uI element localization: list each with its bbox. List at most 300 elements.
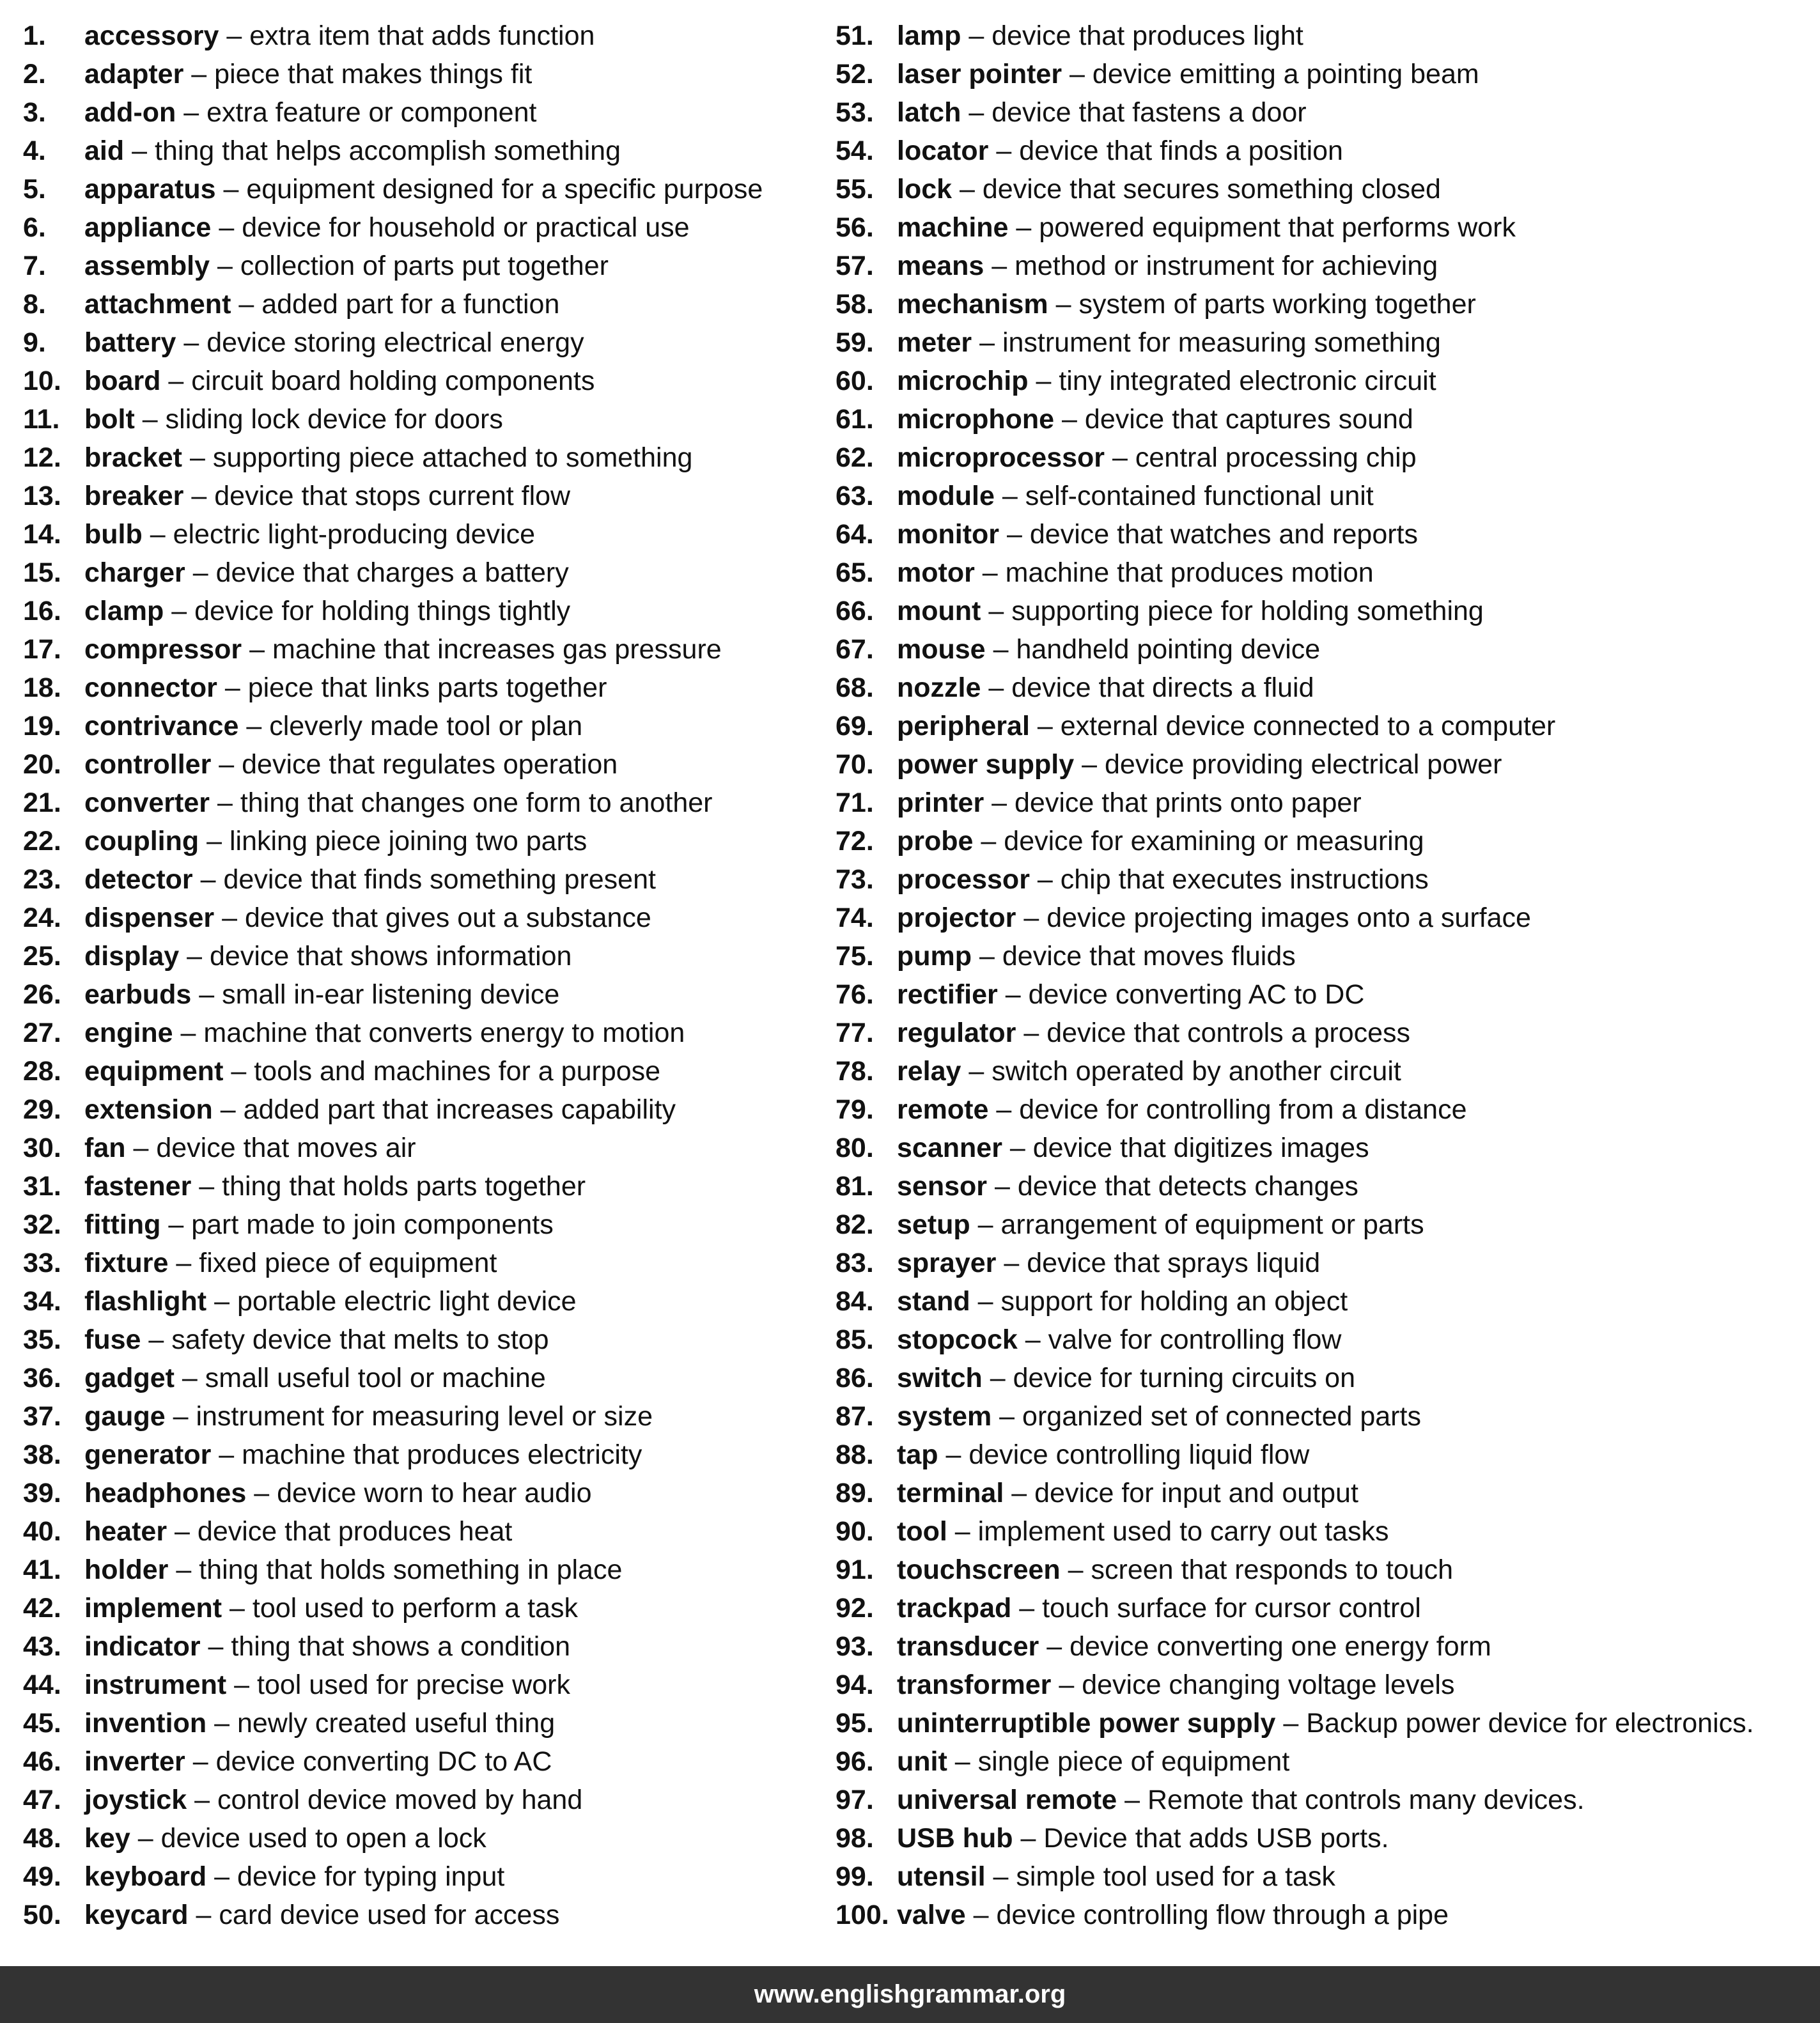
item-definition: card device used for access [219,1900,560,1930]
item-term: touchscreen [897,1554,1061,1585]
item-separator: – [214,1286,229,1317]
footer-bar [0,1966,1820,2023]
list-item [836,1896,1807,1934]
list-item [23,285,790,323]
item-number: 13. [23,481,61,511]
item-number: 81. [836,1171,874,1202]
item-number: 83. [836,1248,874,1278]
item-number: 27. [23,1018,61,1048]
item-number: 51. [836,20,874,51]
item-separator: – [150,519,166,550]
item-separator: – [1023,903,1039,933]
item-term: power supply [897,749,1075,780]
item-number: 100. [836,1900,889,1930]
item-definition: powered equipment that performs work [1039,212,1516,243]
list-item [836,1781,1807,1819]
item-separator: – [196,1900,212,1930]
item-separator: – [219,1439,235,1470]
item-separator: – [192,1746,208,1777]
list-item [836,1742,1807,1781]
list-item [836,285,1807,323]
list-item [23,55,790,93]
item-term: headphones [84,1478,247,1508]
list-item [23,1436,790,1474]
item-definition: device that controls a process [1046,1018,1411,1048]
item-number: 73. [836,864,874,895]
item-separator: – [977,1209,993,1240]
list-item [836,515,1807,554]
item-term: lamp [897,20,961,51]
item-definition: added part that increases capability [243,1094,676,1125]
list-item [23,669,790,707]
list-item [836,1129,1807,1167]
item-separator: – [219,212,235,243]
item-term: printer [897,787,984,818]
list-item [836,1666,1807,1704]
list-item [23,438,790,477]
item-definition: device that gives out a substance [244,903,651,933]
item-definition: piece that links parts together [247,672,607,703]
item-separator: – [1046,1631,1062,1662]
item-separator: – [1007,519,1022,550]
item-separator: – [996,1094,1012,1125]
item-number: 94. [836,1670,874,1700]
list-item [23,1704,790,1742]
item-separator: – [996,136,1012,166]
item-term: converter [84,787,210,818]
item-separator: – [171,596,187,626]
item-term: means [897,251,984,281]
item-term: breaker [84,481,184,511]
item-definition: electric light-producing device [173,519,536,550]
item-number: 78. [836,1056,874,1087]
item-number: 38. [23,1439,61,1470]
item-term: keycard [84,1900,189,1930]
list-item [23,1129,790,1167]
list-item [23,554,790,592]
item-number: 52. [836,59,874,89]
item-separator: – [217,251,233,281]
item-separator: – [1055,289,1071,320]
item-number: 77. [836,1018,874,1048]
item-definition: device used to open a lock [160,1823,486,1854]
item-number: 71. [836,787,874,818]
item-number: 91. [836,1554,874,1585]
item-separator: – [1002,481,1018,511]
right-column [836,17,1807,1934]
item-definition: cleverly made tool or plan [269,711,583,741]
item-definition: device for typing input [237,1861,505,1892]
item-separator: – [229,1593,245,1624]
list-item [23,247,790,285]
item-number: 55. [836,174,874,205]
item-term: dispenser [84,903,215,933]
item-number: 10. [23,366,61,396]
item-number: 88. [836,1439,874,1470]
list-item [23,1627,790,1666]
item-separator: – [142,404,158,435]
list-item [836,630,1807,669]
list-item [23,170,790,208]
item-term: fixture [84,1248,169,1278]
list-item [836,1819,1807,1857]
list-item [836,1857,1807,1896]
item-separator: – [1020,1823,1036,1854]
list-item [23,1321,790,1359]
item-definition: tools and machines for a purpose [254,1056,661,1087]
item-number: 68. [836,672,874,703]
item-definition: device that charges a battery [215,557,569,588]
item-definition: device that digitizes images [1032,1133,1369,1163]
item-separator: – [992,251,1007,281]
item-definition: switch operated by another circuit [992,1056,1401,1087]
item-definition: small useful tool or machine [205,1363,546,1393]
item-separator: – [968,97,984,128]
item-number: 90. [836,1516,874,1547]
item-definition: device converting DC to AC [215,1746,552,1777]
item-term: fitting [84,1209,161,1240]
item-number: 47. [23,1785,61,1815]
item-definition: device that finds something present [223,864,656,895]
item-term: scanner [897,1133,1002,1163]
item-term: tap [897,1439,938,1470]
item-separator: – [187,941,203,972]
item-term: detector [84,864,193,895]
item-separator: – [1009,1133,1025,1163]
item-definition: small in-ear listening device [222,979,560,1010]
item-separator: – [132,136,148,166]
item-definition: device emitting a pointing beam [1092,59,1479,89]
list-item [836,937,1807,975]
item-definition: device for controlling from a distance [1019,1094,1467,1125]
item-definition: valve for controlling flow [1048,1324,1342,1355]
item-term: instrument [84,1670,227,1700]
item-number: 17. [23,634,61,665]
list-item [23,323,790,362]
item-separator: – [1037,711,1053,741]
list-item [836,1321,1807,1359]
list-item [836,1551,1807,1589]
item-separator: – [224,672,240,703]
list-item [836,554,1807,592]
item-definition: thing that changes one form to another [240,787,713,818]
item-term: setup [897,1209,970,1240]
item-term: extension [84,1094,213,1125]
item-term: regulator [897,1018,1016,1048]
item-definition: device that moves fluids [1002,941,1296,972]
item-definition: device projecting images onto a surface [1046,903,1531,933]
item-definition: device providing electrical power [1104,749,1502,780]
item-term: connector [84,672,217,703]
item-number: 70. [836,749,874,780]
item-number: 1. [23,20,46,51]
item-definition: tiny integrated electronic circuit [1059,366,1436,396]
item-separator: – [182,1363,198,1393]
item-separator: – [1283,1708,1299,1739]
item-separator: – [999,1401,1015,1432]
item-term: probe [897,826,974,856]
list-item [836,1589,1807,1627]
item-term: coupling [84,826,199,856]
item-separator: – [238,289,254,320]
item-separator: – [192,557,208,588]
list-item [836,975,1807,1014]
item-term: mouse [897,634,986,665]
list-item [836,55,1807,93]
list-item [23,822,790,860]
item-definition: device that sprays liquid [1027,1248,1321,1278]
item-number: 79. [836,1094,874,1125]
item-separator: – [148,1324,164,1355]
item-separator: – [199,1171,215,1202]
list-item [836,1244,1807,1282]
item-separator: – [1068,1554,1084,1585]
item-definition: equipment designed for a specific purpose [246,174,763,205]
item-definition: machine that converts energy to motion [203,1018,685,1048]
item-definition: added part for a function [261,289,560,320]
item-separator: – [988,672,1004,703]
item-separator: – [168,366,184,396]
list-item [23,1551,790,1589]
list-item [23,1896,790,1934]
list-item [836,1704,1807,1742]
item-separator: – [979,941,995,972]
list-item [836,1474,1807,1512]
item-term: add-on [84,97,176,128]
item-term: keyboard [84,1861,207,1892]
item-definition: self-contained functional unit [1025,481,1374,511]
item-separator: – [992,787,1007,818]
item-separator: – [133,1133,149,1163]
item-number: 14. [23,519,61,550]
item-number: 65. [836,557,874,588]
item-separator: – [214,1861,230,1892]
item-number: 31. [23,1171,61,1202]
item-separator: – [173,1401,189,1432]
list-item [836,17,1807,55]
item-number: 36. [23,1363,61,1393]
item-separator: – [219,749,235,780]
item-number: 56. [836,212,874,243]
item-term: laser pointer [897,59,1062,89]
list-item [836,745,1807,784]
item-definition: thing that holds something in place [199,1554,623,1585]
item-number: 20. [23,749,61,780]
item-number: 86. [836,1363,874,1393]
item-term: bulb [84,519,143,550]
item-definition: extra item that adds function [249,20,595,51]
item-term: utensil [897,1861,986,1892]
list-item [836,170,1807,208]
item-definition: system of parts working together [1078,289,1476,320]
list-item [23,975,790,1014]
list-item [23,477,790,515]
item-definition: supporting piece attached to something [212,442,693,473]
item-definition: thing that holds parts together [222,1171,586,1202]
item-term: valve [897,1900,966,1930]
item-separator: – [199,979,215,1010]
item-definition: portable electric light device [237,1286,577,1317]
item-definition: handheld pointing device [1016,634,1321,665]
item-term: tool [897,1516,947,1547]
item-term: terminal [897,1478,1004,1508]
list-item [836,438,1807,477]
list-item [23,17,790,55]
item-definition: device that captures sound [1084,404,1413,435]
item-number: 92. [836,1593,874,1624]
item-number: 49. [23,1861,61,1892]
list-item [23,937,790,975]
list-item [23,1512,790,1551]
item-term: universal remote [897,1785,1117,1815]
list-item [836,707,1807,745]
item-definition: supporting piece for holding something [1011,596,1484,626]
item-term: display [84,941,180,972]
item-number: 15. [23,557,61,588]
item-separator: – [189,442,205,473]
item-term: compressor [84,634,242,665]
item-term: charger [84,557,185,588]
item-number: 61. [836,404,874,435]
item-separator: – [993,1861,1009,1892]
item-separator: – [968,1056,984,1087]
item-number: 9. [23,327,46,358]
list-item [836,1436,1807,1474]
item-separator: – [990,1363,1006,1393]
item-number: 30. [23,1133,61,1163]
item-definition: collection of parts put together [240,251,609,281]
list-item [836,1090,1807,1129]
item-term: clamp [84,596,164,626]
list-item [836,860,1807,899]
item-term: inverter [84,1746,185,1777]
item-number: 7. [23,251,46,281]
list-item [836,132,1807,170]
item-definition: thing that helps accomplish something [154,136,621,166]
item-separator: – [1059,1670,1075,1700]
list-item [23,1742,790,1781]
item-term: latch [897,97,961,128]
list-item [836,477,1807,515]
item-number: 42. [23,1593,61,1624]
footer-url[interactable]: www.englishgrammar.org [754,1980,1066,2008]
item-definition: device that finds a position [1019,136,1343,166]
item-separator: – [954,1516,970,1547]
item-definition: device changing voltage levels [1082,1670,1455,1700]
item-number: 96. [836,1746,874,1777]
item-separator: – [175,1516,190,1547]
item-separator: – [206,826,222,856]
item-number: 60. [836,366,874,396]
list-item [836,1167,1807,1205]
item-term: USB hub [897,1823,1013,1854]
item-separator: – [1062,404,1077,435]
item-number: 25. [23,941,61,972]
list-item [836,362,1807,400]
item-separator: – [1016,212,1032,243]
item-definition: circuit board holding components [191,366,595,396]
item-definition: instrument for measuring something [1002,327,1441,358]
item-number: 48. [23,1823,61,1854]
item-separator: – [1005,979,1021,1010]
item-term: key [84,1823,130,1854]
item-number: 6. [23,212,46,243]
item-separator: – [217,787,233,818]
list-item [836,208,1807,247]
item-term: projector [897,903,1016,933]
item-definition: device that watches and reports [1029,519,1418,550]
item-number: 37. [23,1401,61,1432]
item-number: 43. [23,1631,61,1662]
item-term: appliance [84,212,212,243]
item-number: 58. [836,289,874,320]
list-item [23,1666,790,1704]
item-separator: – [982,557,998,588]
item-term: accessory [84,20,219,51]
item-definition: device for input and output [1034,1478,1358,1508]
item-term: fuse [84,1324,141,1355]
item-term: bracket [84,442,182,473]
list-item [23,400,790,438]
item-separator: – [194,1785,210,1815]
item-separator: – [979,327,995,358]
item-separator: – [223,174,239,205]
item-term: stopcock [897,1324,1018,1355]
item-separator: – [137,1823,153,1854]
list-item [23,93,790,132]
item-term: pump [897,941,972,972]
item-term: joystick [84,1785,187,1815]
item-definition: instrument for measuring level or size [196,1401,653,1432]
item-separator: – [954,1746,970,1777]
item-separator: – [981,826,997,856]
item-term: motor [897,557,975,588]
item-number: 76. [836,979,874,1010]
item-number: 12. [23,442,61,473]
item-number: 8. [23,289,46,320]
item-definition: external device connected to a computer [1060,711,1556,741]
item-definition: thing that shows a condition [231,1631,571,1662]
item-term: battery [84,327,176,358]
item-definition: simple tool used for a task [1016,1861,1335,1892]
item-number: 74. [836,903,874,933]
list-item [23,1244,790,1282]
item-term: machine [897,212,1009,243]
list-item [836,592,1807,630]
item-number: 95. [836,1708,874,1739]
item-term: microchip [897,366,1029,396]
item-number: 4. [23,136,46,166]
item-term: transformer [897,1670,1052,1700]
list-item [836,400,1807,438]
list-item [836,1397,1807,1436]
item-term: aid [84,136,125,166]
item-number: 67. [836,634,874,665]
item-definition: implement used to carry out tasks [977,1516,1389,1547]
item-definition: Device that adds USB ports. [1043,1823,1389,1854]
item-definition: device that stops current flow [214,481,571,511]
item-term: engine [84,1018,173,1048]
item-separator: – [191,59,207,89]
item-separator: – [191,481,207,511]
item-definition: screen that responds to touch [1091,1554,1454,1585]
item-number: 45. [23,1708,61,1739]
list-item [836,93,1807,132]
item-separator: – [945,1439,961,1470]
list-item [836,784,1807,822]
list-item [836,1052,1807,1090]
item-term: invention [84,1708,207,1739]
